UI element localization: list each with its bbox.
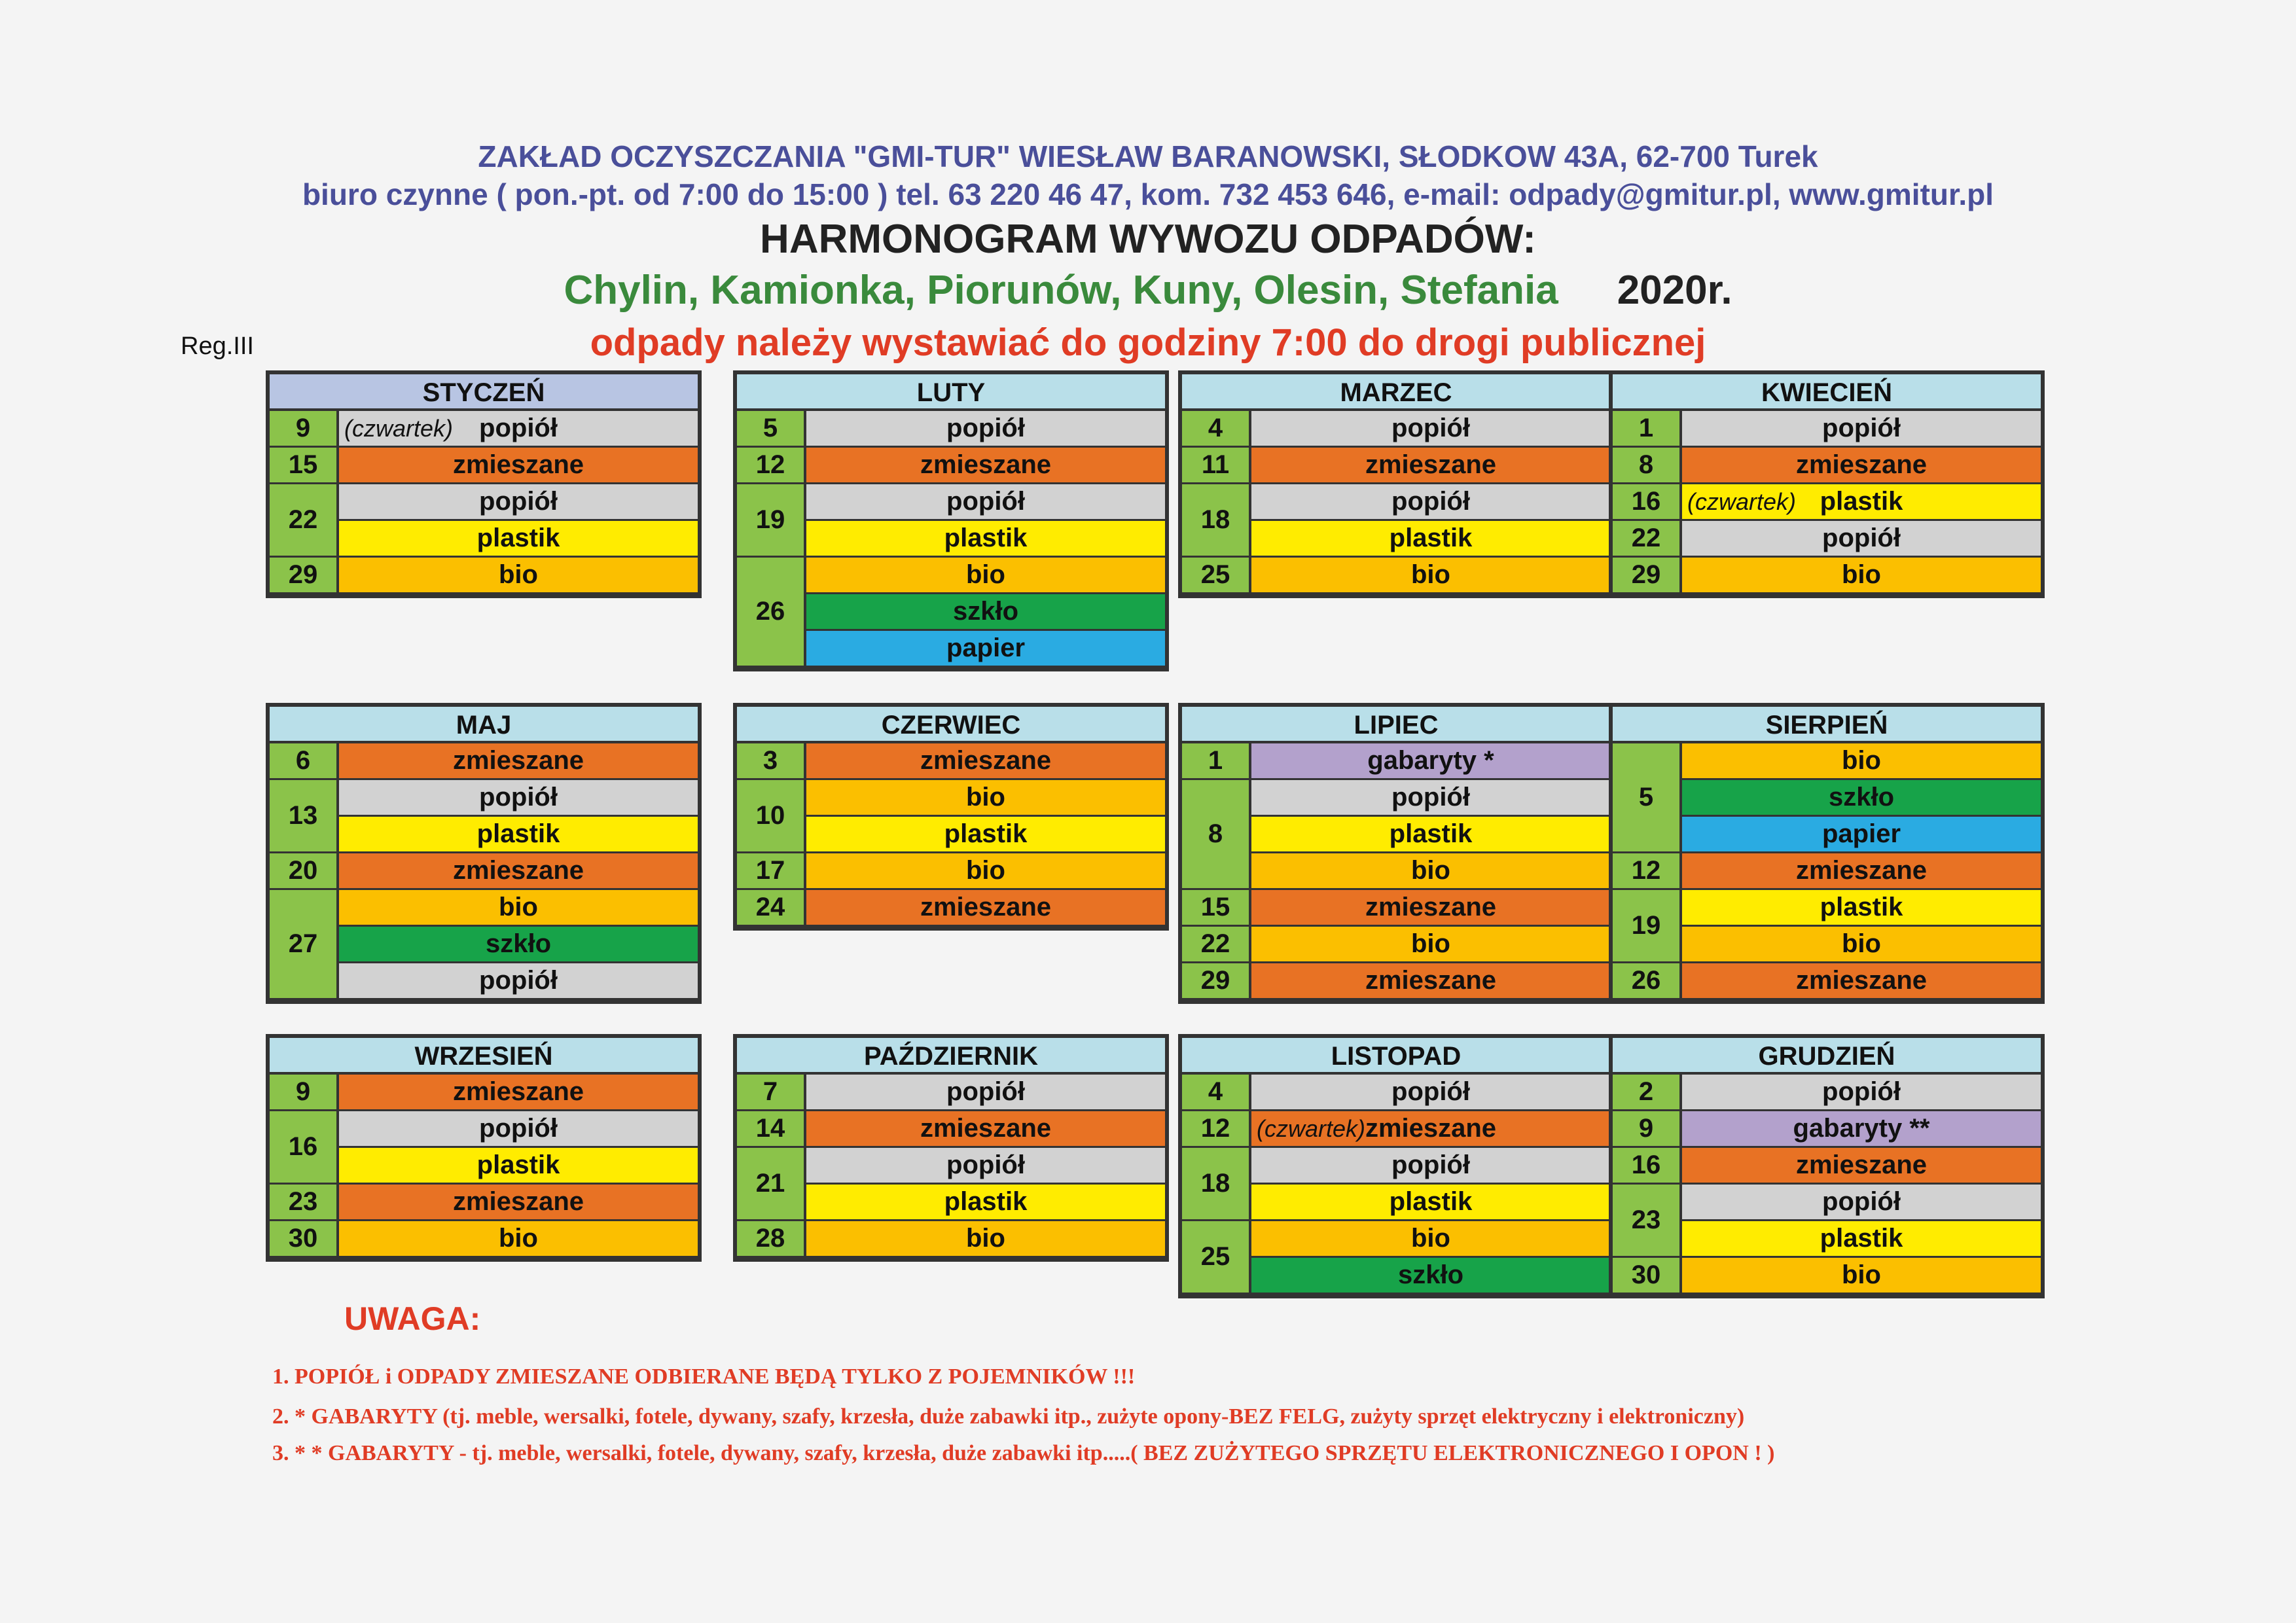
collection-day: 6 [270, 743, 339, 780]
waste-type-cell [1251, 890, 1610, 927]
waste-type-label: zmieszane [920, 1114, 1052, 1143]
collection-day: 7 [737, 1075, 806, 1111]
waste-type-cell [1682, 1258, 2041, 1294]
company-name: ZAKŁAD OCZYSZCZANIA "GMI-TUR" WIESŁAW BARANOWSKI, SŁODKOW 43A, 62-700 Turek [478, 139, 1818, 173]
waste-type-label: plastik [944, 524, 1028, 552]
month-table [1609, 370, 2045, 598]
waste-type-label: bio [966, 560, 1005, 589]
collection-day: 21 [737, 1148, 806, 1221]
waste-type-label: zmieszane [452, 1187, 584, 1216]
waste-type-label: popiół [1391, 414, 1470, 442]
waste-type-label: popiół [946, 1077, 1025, 1106]
waste-type-cell [1682, 558, 2041, 594]
collection-day: 19 [737, 484, 806, 558]
waste-type-label: bio [1411, 929, 1450, 958]
villages-list: Chylin, Kamionka, Piorunów, Kuny, Olesin, Stefania [564, 268, 1558, 313]
waste-type-cell [339, 780, 698, 817]
month-table [1609, 1034, 2045, 1298]
waste-type-label: zmieszane [1795, 966, 1928, 995]
waste-type-label: plastik [944, 819, 1028, 848]
waste-type-label: plastik [1389, 1187, 1473, 1216]
collection-day: 14 [737, 1111, 806, 1148]
waste-type-cell [806, 521, 1165, 558]
waste-type-cell [806, 890, 1165, 927]
waste-type-cell [1682, 1075, 2041, 1111]
waste-type-label: bio [1411, 1224, 1450, 1253]
collection-day: 9 [270, 1075, 339, 1111]
month-name: PAŹDZIERNIK [737, 1038, 1165, 1075]
collection-day: 29 [270, 558, 339, 594]
collection-day: 12 [1182, 1111, 1251, 1148]
waste-type-cell [339, 853, 698, 890]
waste-type-label: plastik [1389, 524, 1473, 552]
waste-type-cell [806, 853, 1165, 890]
waste-type-cell [1682, 853, 2041, 890]
waste-type-label: bio [1842, 746, 1881, 775]
waste-type-label: szkło [1397, 1260, 1464, 1289]
waste-type-cell [806, 1221, 1165, 1258]
waste-type-label: popiół [1391, 487, 1470, 516]
collection-day: 22 [1182, 927, 1251, 963]
collection-day: 20 [270, 853, 339, 890]
waste-type-cell [1251, 780, 1610, 817]
waste-type-label: zmieszane [920, 893, 1052, 921]
collection-day: 26 [1613, 963, 1682, 1000]
waste-type-cell [1682, 780, 2041, 817]
waste-type-cell [1251, 817, 1610, 853]
waste-type-label: zmieszane [452, 746, 584, 775]
contact-info: biuro czynne ( pon.-pt. od 7:00 do 15:00 ) tel. 63 220 46 47, kom. 732 453 646, e-mail: odpady@gmitur.pl, www.gmitur.pl [302, 177, 1994, 211]
month-name: CZERWIEC [737, 707, 1165, 743]
waste-type-cell [806, 1111, 1165, 1148]
region-label: Reg.III [181, 332, 254, 360]
waste-type-label: zmieszane [1795, 856, 1928, 885]
collection-day: 13 [270, 780, 339, 853]
collection-day: 26 [737, 558, 806, 668]
waste-type-label: bio [1842, 1260, 1881, 1289]
waste-type-label: popiół [1391, 1077, 1470, 1106]
collection-day: 9 [270, 411, 339, 448]
month-table [1178, 703, 1614, 1004]
collection-day: 12 [1613, 853, 1682, 890]
collection-day: 15 [1182, 890, 1251, 927]
waste-type-label: zmieszane [1795, 450, 1928, 479]
waste-type-cell [339, 411, 698, 448]
waste-type-cell [806, 411, 1165, 448]
waste-type-label: popiół [479, 783, 558, 812]
month-name: WRZESIEŃ [270, 1038, 698, 1075]
villages-line [0, 267, 2296, 313]
waste-type-cell [1682, 411, 2041, 448]
waste-type-cell [1251, 853, 1610, 890]
collection-day: 22 [270, 484, 339, 558]
waste-type-label: popiół [479, 1114, 558, 1143]
collection-day: 5 [737, 411, 806, 448]
waste-type-label: popiół [1822, 1187, 1901, 1216]
waste-type-cell [806, 817, 1165, 853]
page-title: HARMONOGRAM WYWOZU ODPADÓW: [760, 217, 1536, 262]
weekday-note: (czwartek) [1687, 488, 1797, 515]
collection-day: 1 [1182, 743, 1251, 780]
waste-type-cell [1251, 484, 1610, 521]
waste-type-label: gabaryty * [1367, 746, 1494, 775]
waste-type-cell [1682, 521, 2041, 558]
waste-type-cell [806, 743, 1165, 780]
collection-day: 2 [1613, 1075, 1682, 1111]
waste-type-cell [1251, 963, 1610, 1000]
collection-day: 17 [737, 853, 806, 890]
waste-type-label: plastik [476, 819, 560, 848]
collection-day: 16 [1613, 484, 1682, 521]
collection-day: 4 [1182, 1075, 1251, 1111]
collection-notice: odpady należy wystawiać do godziny 7:00 do drogi publicznej [590, 321, 1706, 364]
waste-type-cell [1682, 1221, 2041, 1258]
month-table [1609, 703, 2045, 1004]
waste-type-label: zmieszane [920, 450, 1052, 479]
month-table [733, 370, 1169, 671]
waste-type-cell [1682, 1185, 2041, 1221]
collection-day: 30 [1613, 1258, 1682, 1294]
collection-day: 23 [1613, 1185, 1682, 1258]
waste-type-cell [339, 558, 698, 594]
waste-type-label: plastik [1389, 819, 1473, 848]
waste-type-label: bio [966, 783, 1005, 812]
waste-type-cell [1251, 558, 1610, 594]
collection-day: 22 [1613, 521, 1682, 558]
waste-type-label: plastik [1820, 893, 1903, 921]
collection-day: 28 [737, 1221, 806, 1258]
waste-type-label: popiół [1822, 1077, 1901, 1106]
waste-type-cell [806, 448, 1165, 484]
waste-type-label: plastik [476, 1150, 560, 1179]
waste-type-label: popiół [1391, 783, 1470, 812]
waste-type-cell [339, 1185, 698, 1221]
collection-day: 4 [1182, 411, 1251, 448]
waste-type-label: popiół [479, 414, 558, 442]
waste-type-cell [1682, 484, 2041, 521]
rule-1: 1. POPIÓŁ i ODPADY ZMIESZANE ODBIERANE BĘDĄ TYLKO Z POJEMNIKÓW !!! [272, 1364, 1136, 1389]
month-name: SIERPIEŃ [1613, 707, 2041, 743]
waste-type-label: zmieszane [1365, 1114, 1497, 1143]
waste-type-cell [1251, 448, 1610, 484]
waste-type-cell [1682, 963, 2041, 1000]
waste-type-cell [1682, 927, 2041, 963]
month-table [1178, 370, 1614, 598]
waste-type-label: zmieszane [920, 746, 1052, 775]
collection-day: 27 [270, 890, 339, 1000]
month-table [266, 1034, 702, 1262]
waste-type-cell [339, 521, 698, 558]
collection-day: 8 [1613, 448, 1682, 484]
waste-type-label: gabaryty ** [1793, 1114, 1930, 1143]
waste-type-label: zmieszane [1365, 450, 1497, 479]
waste-type-label: popiół [946, 487, 1025, 516]
collection-day: 12 [737, 448, 806, 484]
month-name: MAJ [270, 707, 698, 743]
waste-type-label: popiół [1822, 414, 1901, 442]
collection-day: 9 [1613, 1111, 1682, 1148]
waste-type-cell [1251, 927, 1610, 963]
waste-type-cell [1251, 1075, 1610, 1111]
month-table [733, 703, 1169, 931]
waste-type-cell [339, 448, 698, 484]
waste-type-label: popiół [479, 966, 558, 995]
waste-type-cell [806, 484, 1165, 521]
waste-type-label: popiół [946, 414, 1025, 442]
waste-type-label: bio [1411, 856, 1450, 885]
waste-type-cell [1251, 1111, 1610, 1148]
collection-day: 18 [1182, 1148, 1251, 1221]
waste-type-label: zmieszane [1365, 893, 1497, 921]
weekday-note: (czwartek) [1257, 1115, 1366, 1142]
collection-day: 25 [1182, 558, 1251, 594]
collection-day: 30 [270, 1221, 339, 1258]
waste-type-label: zmieszane [1795, 1150, 1928, 1179]
waste-type-cell [1251, 1148, 1610, 1185]
waste-type-cell [1251, 743, 1610, 780]
month-name: STYCZEŃ [270, 374, 698, 411]
collection-day: 16 [270, 1111, 339, 1185]
waste-type-cell [806, 594, 1165, 631]
waste-type-cell [1682, 1148, 2041, 1185]
month-name: KWIECIEŃ [1613, 374, 2041, 411]
waste-type-cell [1682, 817, 2041, 853]
waste-type-label: szkło [485, 929, 552, 958]
waste-type-label: szkło [952, 597, 1019, 626]
waste-type-label: bio [499, 1224, 538, 1253]
waste-type-label: plastik [1820, 487, 1903, 516]
waste-type-cell [339, 484, 698, 521]
month-name: GRUDZIEŃ [1613, 1038, 2041, 1075]
uwaga-title: UWAGA: [344, 1300, 481, 1337]
waste-type-cell [339, 1148, 698, 1185]
waste-type-label: plastik [476, 524, 560, 552]
month-name: MARZEC [1182, 374, 1610, 411]
waste-type-label: bio [499, 893, 538, 921]
collection-day: 10 [737, 780, 806, 853]
waste-type-label: zmieszane [452, 450, 584, 479]
month-table [266, 370, 702, 598]
collection-day: 19 [1613, 890, 1682, 963]
weekday-note: (czwartek) [344, 414, 454, 442]
waste-type-label: zmieszane [452, 856, 584, 885]
waste-type-label: szkło [1828, 783, 1895, 812]
waste-type-cell [339, 1221, 698, 1258]
month-name: LUTY [737, 374, 1165, 411]
collection-day: 15 [270, 448, 339, 484]
collection-day: 18 [1182, 484, 1251, 558]
month-table [1178, 1034, 1614, 1298]
collection-day: 11 [1182, 448, 1251, 484]
collection-day: 3 [737, 743, 806, 780]
waste-type-cell [1251, 521, 1610, 558]
waste-type-label: bio [1411, 560, 1450, 589]
waste-type-cell [806, 631, 1165, 668]
waste-type-label: bio [1842, 929, 1881, 958]
waste-type-cell [339, 1111, 698, 1148]
month-table [733, 1034, 1169, 1262]
waste-type-cell [1251, 1185, 1610, 1221]
waste-type-label: zmieszane [1365, 966, 1497, 995]
collection-day: 29 [1182, 963, 1251, 1000]
waste-type-cell [339, 963, 698, 1000]
waste-type-cell [1682, 890, 2041, 927]
collection-day: 24 [737, 890, 806, 927]
collection-day: 5 [1613, 743, 1682, 853]
collection-day: 29 [1613, 558, 1682, 594]
waste-type-cell [806, 1185, 1165, 1221]
month-name: LISTOPAD [1182, 1038, 1610, 1075]
waste-type-cell [806, 1075, 1165, 1111]
waste-type-cell [1682, 1111, 2041, 1148]
collection-day: 23 [270, 1185, 339, 1221]
waste-type-cell [1251, 411, 1610, 448]
waste-type-label: popiół [1822, 524, 1901, 552]
rule-3: 3. * * GABARYTY - tj. meble, wersalki, fotele, dywany, szafy, krzesła, duże zabawki itp.....( BEZ ZUŻYTEGO SPRZĘTU ELEKTRONICZNEGO I OPON ! ) [272, 1441, 1775, 1465]
collection-day: 1 [1613, 411, 1682, 448]
month-table [266, 703, 702, 1004]
waste-type-label: zmieszane [452, 1077, 584, 1106]
year-label: 2020r. [1617, 268, 1732, 313]
waste-type-label: bio [966, 1224, 1005, 1253]
collection-day: 16 [1613, 1148, 1682, 1185]
waste-type-cell [806, 1148, 1165, 1185]
waste-type-label: plastik [1820, 1224, 1903, 1253]
waste-type-label: plastik [944, 1187, 1028, 1216]
waste-type-label: popiół [479, 487, 558, 516]
waste-type-cell [339, 743, 698, 780]
waste-type-cell [339, 890, 698, 927]
waste-type-cell [1251, 1221, 1610, 1258]
waste-type-cell [806, 558, 1165, 594]
collection-day: 25 [1182, 1221, 1251, 1294]
waste-type-cell [1682, 448, 2041, 484]
rule-2: 2. * GABARYTY (tj. meble, wersalki, fotele, dywany, szafy, krzesła, duże zabawki itp., zużyte opony-BEZ FELG, zużyty sprzęt elektryczny i elektroniczny) [272, 1404, 1745, 1429]
month-name: LIPIEC [1182, 707, 1610, 743]
waste-type-cell [806, 780, 1165, 817]
waste-type-cell [1251, 1258, 1610, 1294]
waste-type-label: bio [499, 560, 538, 589]
waste-type-label: papier [946, 633, 1026, 662]
waste-type-label: bio [966, 856, 1005, 885]
waste-type-label: popiół [1391, 1150, 1470, 1179]
waste-type-cell [339, 927, 698, 963]
collection-day: 8 [1182, 780, 1251, 890]
waste-type-cell [339, 817, 698, 853]
waste-type-label: papier [1821, 819, 1901, 848]
waste-type-cell [1682, 743, 2041, 780]
waste-type-label: bio [1842, 560, 1881, 589]
waste-type-label: popiół [946, 1150, 1025, 1179]
waste-type-cell [339, 1075, 698, 1111]
